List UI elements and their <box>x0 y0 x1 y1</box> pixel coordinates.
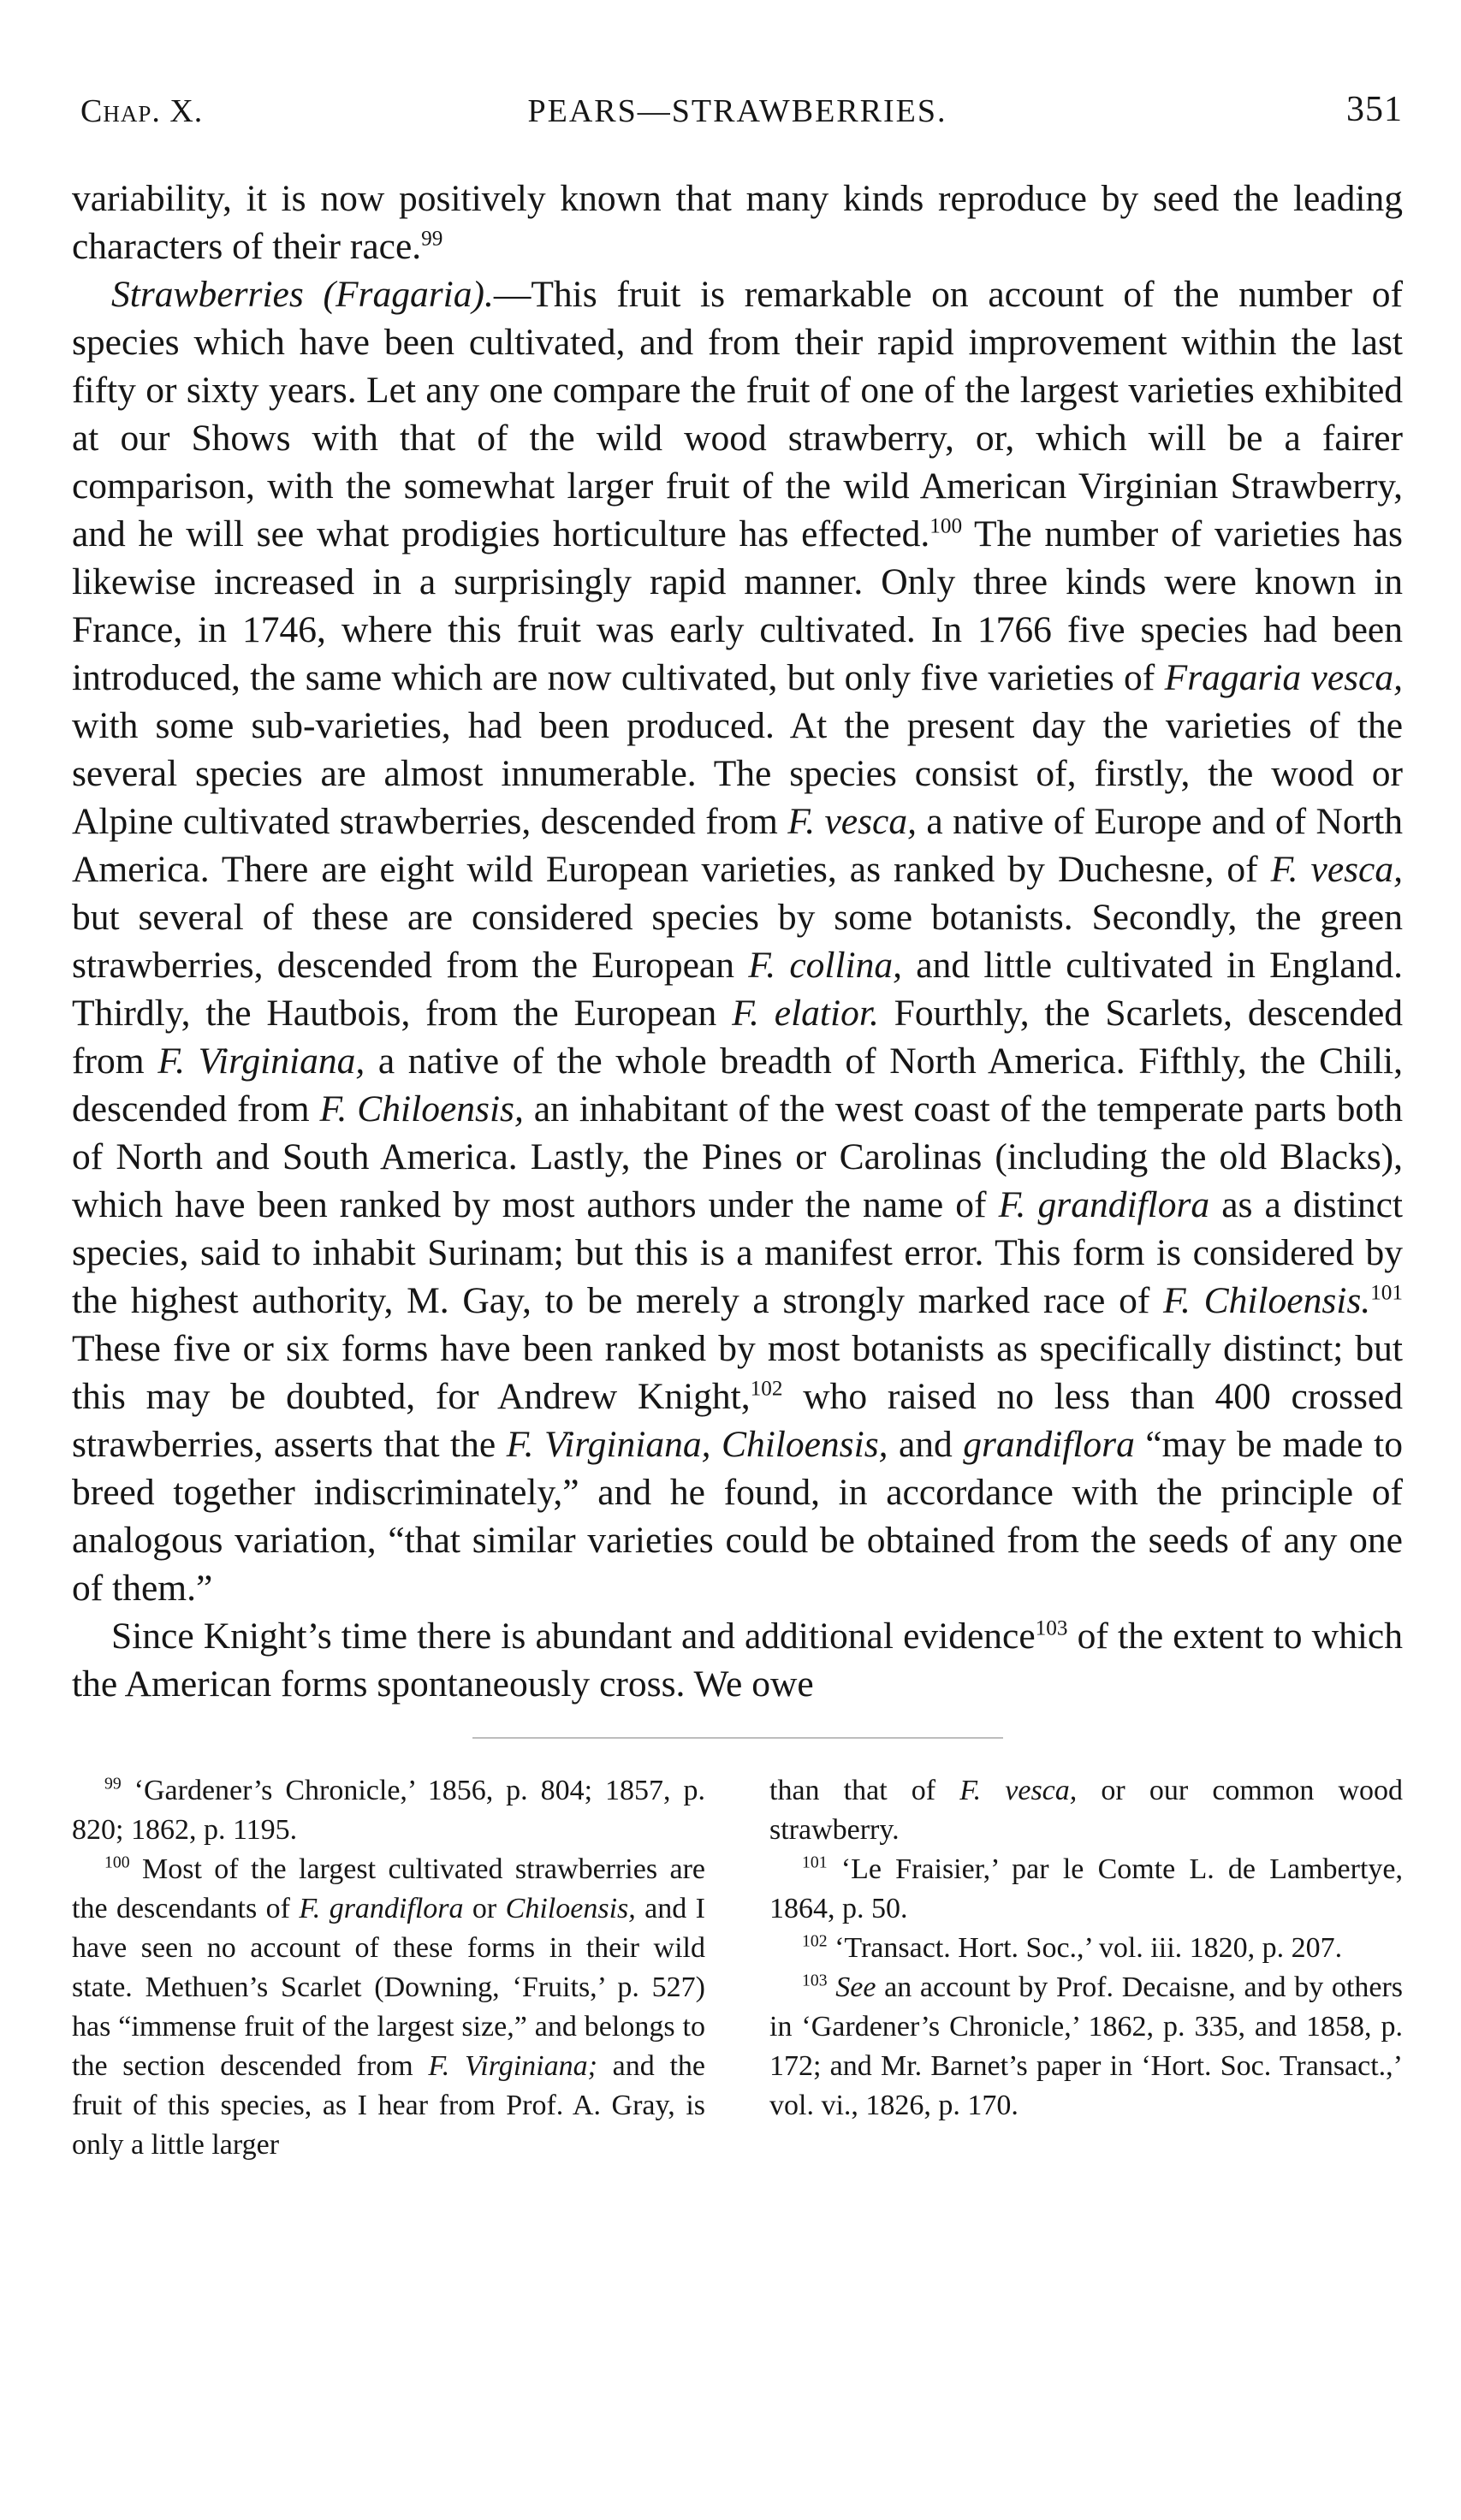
text-run: and <box>888 1424 964 1465</box>
text-run: a native of Europe and of North America. There are eight wild European varieties, as ranked by Duchesne, of <box>72 801 1403 890</box>
running-head <box>72 86 1403 137</box>
footnote-100-continued <box>769 1771 1403 1850</box>
text-run: The number of varieties has likewise increased in a surprisingly rapid manner. Only three kinds were known in France, in 1746, where this fruit was early cultivated. In 1766 five species had been introduced, the same which are now cultivated, but only five varieties of <box>72 513 1403 698</box>
running-title: PEARS—STRAWBERRIES. <box>527 93 947 129</box>
text-run: of the extent to which the American forms spontaneously cross. We owe <box>72 1616 1403 1705</box>
footnote-ref-100: 100 <box>929 514 963 538</box>
text-run: “may be made to breed together indiscriminately,” and he found, in accordance with the principle of analogous variation, “that similar varieties could be obtained from the seeds of any one of them.” <box>72 1424 1403 1609</box>
footnotes <box>72 1771 1403 2165</box>
footnote-text: an account by Prof. Decaisne, and by others in ‘Gardener’s Chronicle,’ 1862, p. 335, and 1858, p. 172; and Mr. Barnet’s paper in ‘Hort. Soc. Transact.,’ vol. vi., 1826, p. 170. <box>769 1972 1404 2121</box>
species-name: F. Virginiana, Chiloensis, <box>506 1424 888 1465</box>
text-run: a native of the whole breadth of North America. Fifthly, the Chili, descended from <box>72 1041 1403 1130</box>
chapter-label: Chap. X. <box>80 93 204 129</box>
text-run: as a distinct species, said to inhabit Surinam; but this is a manifest error. This form is considered by the highest authority, M. Gay, to be merely a strongly marked race of <box>72 1184 1404 1321</box>
species-name: F. grandiflora <box>998 1184 1210 1225</box>
text-run: variability, it is now positively known that many kinds reproduce by seed the leading characters of their race. <box>72 178 1403 267</box>
species-name: Fragaria vesca, <box>1164 657 1403 698</box>
footnote-column-left <box>72 1771 705 2165</box>
footnote-italic: See <box>835 1972 876 2003</box>
paragraph-knight <box>72 1612 1403 1708</box>
footnote-100 <box>72 1850 705 2165</box>
text-run: an inhabitant of the west coast of the temperate parts both of North and South America. Lastly, the Pines or Carolinas (including the old Blacks), which have been ranked by most authors under the name of <box>72 1088 1404 1225</box>
paragraph-strawberries <box>72 270 1403 1612</box>
footnote-text: ‘Le Fraisier,’ par le Comte L. de Lambertye, 1864, p. 50. <box>769 1853 1403 1924</box>
footnote-number: 99 <box>104 1774 122 1794</box>
species-name: F. Chiloensis. <box>1163 1280 1371 1321</box>
footnote-number: 100 <box>104 1853 130 1872</box>
main-text <box>72 175 1403 1708</box>
footnote-ref-101: 101 <box>1370 1281 1403 1305</box>
species-name: grandiflora <box>963 1424 1135 1465</box>
species-name: F. vesca, <box>787 801 917 842</box>
footnote-text: than that of <box>769 1775 960 1806</box>
section-heading: Strawberries (Fragaria). <box>111 274 494 315</box>
species-name: F. Chiloensis, <box>319 1088 524 1130</box>
footnote-ref-99: 99 <box>421 227 443 251</box>
footnote-103 <box>769 1968 1403 2126</box>
footnote-ref-103: 103 <box>1035 1616 1068 1640</box>
footnote-text: and I have seen no account of these forms in their wild state. Methuen’s Scarlet (Downing, ‘Fruits,’ p. 527) has “immense fruit of the largest size,” and belongs to the section descended from <box>72 1893 705 2082</box>
footnote-divider <box>472 1737 1003 1739</box>
footnote-text: or <box>463 1893 506 1924</box>
footnote-101 <box>769 1850 1403 1929</box>
footnote-99 <box>72 1771 705 1850</box>
book-page <box>72 86 1403 2165</box>
species-name: F. Virginiana; <box>428 2050 597 2082</box>
footnote-text: Most of the largest cultivated strawberries are the descendants of <box>72 1853 705 1924</box>
text-run: Since Knight’s time there is abundant and additional evidence <box>111 1616 1036 1657</box>
species-name: F. vesca, <box>1270 849 1403 890</box>
species-name: Chiloensis, <box>505 1893 636 1924</box>
footnote-number: 101 <box>802 1853 828 1872</box>
footnote-number: 102 <box>802 1931 828 1951</box>
page-number: 351 <box>1346 90 1403 129</box>
footnote-text: or our common wood strawberry. <box>769 1775 1404 1846</box>
footnote-text: ‘Transact. Hort. Soc.,’ vol. iii. 1820, p. 207. <box>827 1932 1343 1964</box>
text-run: These five or six forms have been ranked by most botanists as specifically distinct; but this may be doubted, for Andrew Knight, <box>72 1328 1403 1417</box>
footnote-text: ‘Gardener’s Chronicle,’ 1856, p. 804; 1857, p. 820; 1862, p. 1195. <box>72 1775 705 1846</box>
text-run: and little cultivated in England. Thirdly, the Hautbois, from the European <box>72 945 1403 1034</box>
species-name: F. vesca, <box>959 1775 1078 1806</box>
text-run: —This fruit is remarkable on account of the number of species which have been cultivated, and from their rapid improvement within the last fifty or sixty years. Let any one compare the fruit of one of the largest varieties exhibited at our Shows with that of the wild wood strawberry, or, which will be a fairer comparison, with the somewhat larger fruit of the wild American Virginian Strawberry, and he will see what prodigies horticulture has effected. <box>72 274 1404 554</box>
text-run: who raised no less than 400 crossed strawberries, asserts that the <box>72 1376 1403 1465</box>
footnote-number: 103 <box>802 1971 828 1990</box>
species-name: F. elatior. <box>732 993 879 1034</box>
text-run: with some sub-varieties, had been produced. At the present day the varieties of the several species are almost innumerable. The species consist of, firstly, the wood or Alpine cultivated strawberries, descended from <box>72 705 1403 842</box>
footnote-102 <box>769 1929 1403 1968</box>
text-run: but several of these are considered species by some botanists. Secondly, the green strawberries, descended from the European <box>72 897 1403 986</box>
footnote-column-right <box>769 1771 1403 2165</box>
paragraph-continued <box>72 175 1403 270</box>
species-name: F. grandiflora <box>299 1893 464 1924</box>
footnote-text: and the fruit of this species, as I hear from Prof. A. Gray, is only a little larger <box>72 2050 705 2161</box>
species-name: F. collina, <box>748 945 903 986</box>
footnote-ref-102: 102 <box>750 1377 783 1401</box>
text-run: Fourthly, the Scarlets, descended from <box>72 993 1403 1082</box>
species-name: F. Virginiana, <box>157 1041 365 1082</box>
